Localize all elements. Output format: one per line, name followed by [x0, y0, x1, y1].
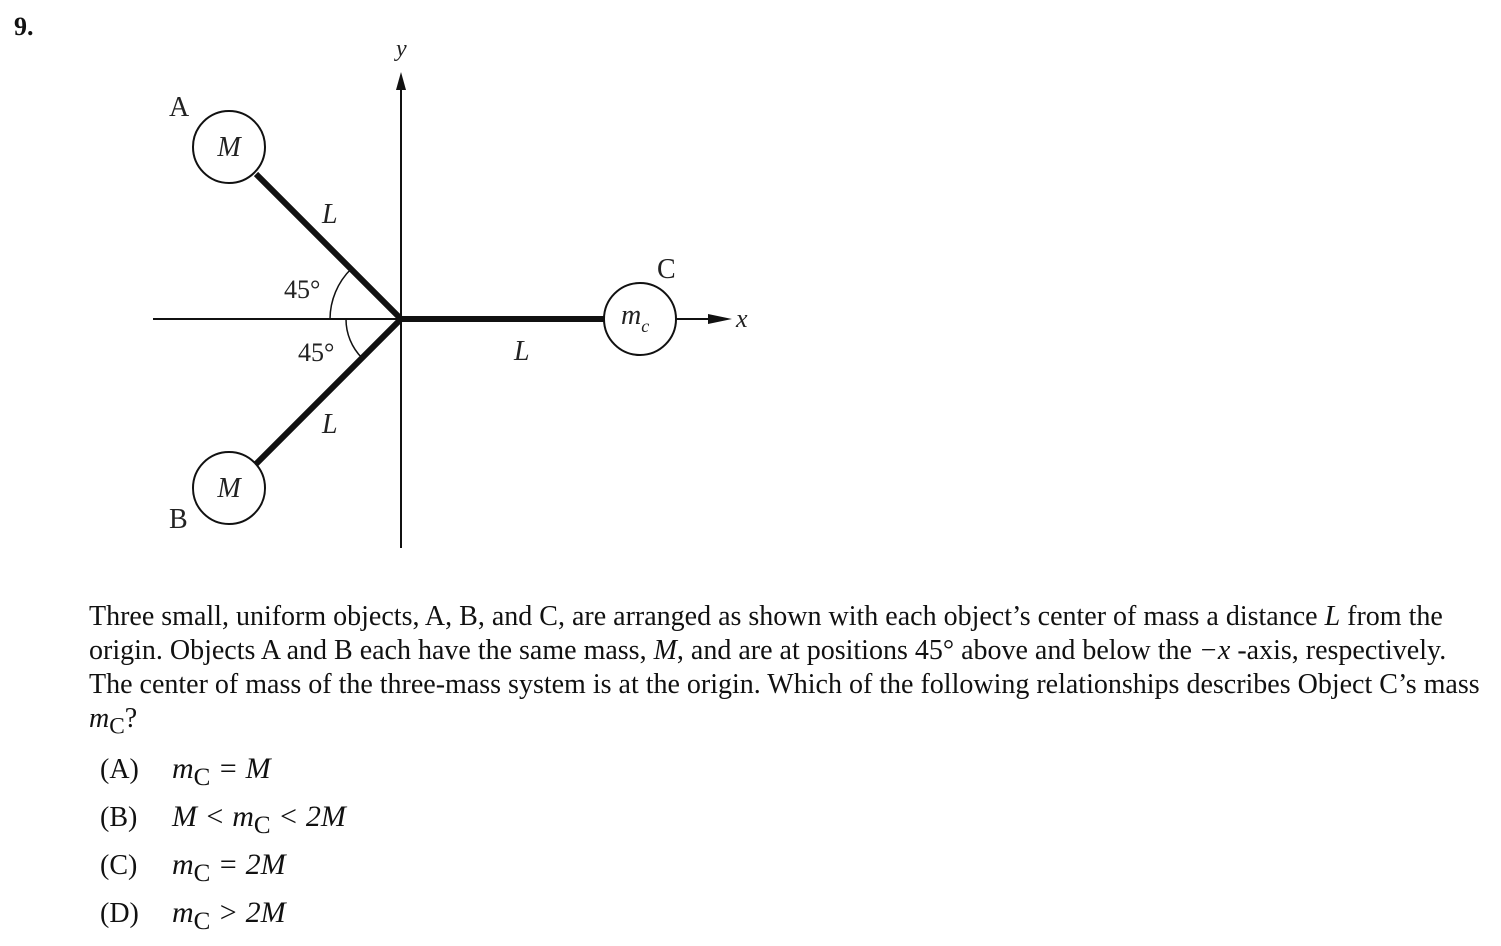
- expr-part: > 2M: [210, 896, 286, 929]
- choice-expression: [172, 800, 346, 839]
- object-C-label: C: [657, 254, 676, 285]
- stem-object-B: B: [334, 635, 353, 666]
- expr-part: m: [172, 752, 194, 785]
- choice-C[interactable]: [100, 841, 346, 889]
- expr-part: = M: [210, 752, 271, 785]
- choice-letter: (A): [100, 754, 139, 785]
- expr-part: < 2M: [270, 800, 346, 833]
- expr-part: = 2M: [210, 848, 286, 881]
- stem-text: Three small, uniform objects,: [89, 601, 425, 632]
- rod-B-length-label: L: [322, 409, 338, 440]
- stem-text: ?: [124, 703, 138, 734]
- stem-text: -axis, respectively. The center of mass of the three-mass system is at the origin. Which of the following relationships describes Object: [89, 635, 1447, 700]
- stem-object-A: A: [424, 601, 446, 632]
- stem-object-C: C: [1379, 669, 1398, 700]
- mass-system-diagram: [0, 0, 800, 560]
- angle-label-lower: 45°: [298, 338, 335, 367]
- rod-C-length-label: L: [514, 336, 530, 367]
- rod-A: [256, 174, 401, 319]
- choice-expression: [172, 848, 286, 887]
- x-axis-arrowhead: [708, 314, 732, 324]
- stem-text: and: [279, 635, 334, 666]
- angle-arc-upper: [330, 269, 351, 319]
- expr-part: M < m: [172, 800, 254, 833]
- rod-A-length-label: L: [322, 199, 338, 230]
- choice-letter: (B): [100, 802, 138, 833]
- choice-D[interactable]: [100, 889, 346, 937]
- y-axis-label: y: [396, 36, 407, 62]
- object-B-mass-label: M: [217, 473, 241, 504]
- stem-text: each have the same mass,: [352, 635, 654, 666]
- choice-A[interactable]: [100, 745, 346, 793]
- stem-text: above and below the: [954, 635, 1199, 666]
- stem-angle: 45°: [914, 635, 955, 666]
- expr-sub: C: [193, 764, 211, 791]
- stem-object-C: C: [539, 601, 558, 632]
- object-B-label: B: [169, 504, 188, 535]
- choice-letter: (D): [100, 898, 139, 929]
- object-C-mass-main: m: [621, 300, 642, 331]
- stem-distance-L: L: [1324, 601, 1341, 632]
- question-number: 9.: [14, 12, 34, 41]
- stem-text: , and are at positions: [676, 635, 915, 666]
- question-stem: [89, 600, 1489, 744]
- choice-letter: (C): [100, 850, 138, 881]
- stem-mass-mC-subscript: C: [109, 713, 125, 740]
- stem-mass-M: M: [653, 635, 677, 666]
- stem-text: ,: [445, 601, 460, 632]
- x-axis-label: x: [736, 304, 748, 333]
- answer-choices: [100, 745, 346, 937]
- stem-text: , and: [477, 601, 540, 632]
- expr-sub: C: [253, 812, 271, 839]
- expr-sub: C: [193, 860, 211, 887]
- stem-negative-x: −x: [1198, 635, 1231, 666]
- stem-text: from the origin. Objects: [89, 601, 1443, 666]
- choice-B[interactable]: [100, 793, 346, 841]
- object-A-label: A: [169, 92, 190, 123]
- angle-label-upper: 45°: [284, 275, 321, 304]
- stem-object-A: A: [260, 635, 280, 666]
- y-axis-arrowhead: [396, 72, 406, 90]
- expr-part: m: [172, 896, 194, 929]
- angle-arc-lower: [346, 319, 362, 358]
- stem-mass-mC: m: [89, 703, 110, 734]
- stem-text: , are arranged as shown with each object’s center of mass a distance: [557, 601, 1325, 632]
- expr-part: m: [172, 848, 194, 881]
- choice-expression: [172, 752, 271, 791]
- choice-expression: [172, 896, 286, 935]
- stem-text: ’s mass: [1397, 669, 1480, 700]
- expr-sub: C: [193, 908, 211, 935]
- stem-object-B: B: [459, 601, 478, 632]
- object-A-mass-label: M: [217, 132, 241, 163]
- object-C-mass-sub: c: [641, 316, 650, 336]
